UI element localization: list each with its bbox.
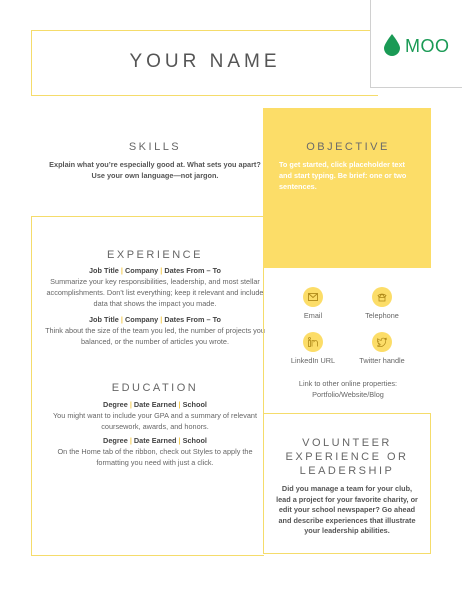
job-description-2[interactable]: Think about the size of the team you led, the number of projects you balanced, or the number of articles you wrote. [45,326,265,346]
job-title: Job Title [89,315,119,324]
twitter-label: Twitter handle [359,356,405,365]
twitter-icon-circle [372,332,392,352]
school: School [182,436,207,445]
skills-title[interactable]: SKILLS [128,141,182,153]
separator: | [120,315,125,324]
separator: | [129,400,134,409]
education-description-2[interactable]: On the Home tab of the ribbon, check out Styles to apply the formatting you need with just a click. [57,447,253,467]
linkedin-label: LinkedIn URL [290,356,336,365]
job-heading-1[interactable] [44,265,266,276]
linkedin-icon [308,337,318,347]
other-links-note[interactable]: Link to other online properties: Portfolio/Website/Blog [298,379,398,399]
moo-drop-icon [384,34,400,56]
school: School [182,400,207,409]
date-earned: Date Earned [133,400,177,409]
job-company: Company [124,315,159,324]
education-description-1[interactable]: You might want to include your GPA and a summary of relevant coursework, awards, and honors. [52,411,258,431]
twitter-contact[interactable] [342,332,422,365]
education-title[interactable]: EDUCATION [111,382,199,394]
experience-title[interactable]: EXPERIENCE [107,249,203,261]
degree: Degree [103,400,128,409]
twitter-icon [377,337,387,347]
telephone-icon-circle [372,287,392,307]
email-icon [308,292,318,302]
job-dates: Dates From – To [164,315,221,324]
divider-line [263,268,264,413]
objective-section [263,108,431,268]
moo-logo-box [370,0,462,88]
separator: | [160,266,165,275]
job-dates: Dates From – To [164,266,221,275]
job-title: Job Title [89,266,119,275]
email-contact[interactable] [273,287,353,320]
job-description-1[interactable]: Summarize your key responsibilities, leadership, and most stellar accomplishments. Don’t list everything; keep it relevant and include data that shows the impact you made. [46,277,264,308]
objective-title[interactable]: OBJECTIVE [306,141,390,153]
education-heading-1[interactable] [44,399,266,410]
separator: | [178,400,183,409]
telephone-icon [377,292,387,302]
separator: | [129,436,134,445]
email-icon-circle [303,287,323,307]
separator: | [160,315,165,324]
degree: Degree [103,436,128,445]
separator: | [120,266,125,275]
telephone-contact[interactable] [342,287,422,320]
education-heading-2[interactable] [44,435,266,446]
date-earned: Date Earned [133,436,177,445]
telephone-label: Telephone [365,311,399,320]
skills-section [44,141,266,181]
linkedin-contact[interactable] [273,332,353,365]
email-label: Email [303,311,323,320]
name-header-box [31,30,378,96]
education-section [44,382,266,468]
volunteer-text[interactable]: Did you manage a team for your club, lead a project for your favorite charity, or edit your school newspaper? Go ahead and describe experiences that illustrate your leadership abilities. [276,484,418,535]
skills-text[interactable]: Explain what you’re especially good at. What sets you apart? Use your own language—not jargon. [49,160,261,180]
objective-text[interactable]: To get started, click placeholder text and start typing. Be brief: one or two sentences. [279,160,407,191]
experience-section [44,249,266,347]
linkedin-icon-circle [303,332,323,352]
job-heading-2[interactable] [44,314,266,325]
your-name-heading[interactable]: YOUR NAME [129,51,281,72]
volunteer-section [263,413,431,554]
moo-logo-text: MOO [405,36,450,56]
job-company: Company [124,266,159,275]
separator: | [178,436,183,445]
volunteer-title[interactable]: VOLUNTEER EXPERIENCE OR LEADERSHIP [285,437,409,477]
